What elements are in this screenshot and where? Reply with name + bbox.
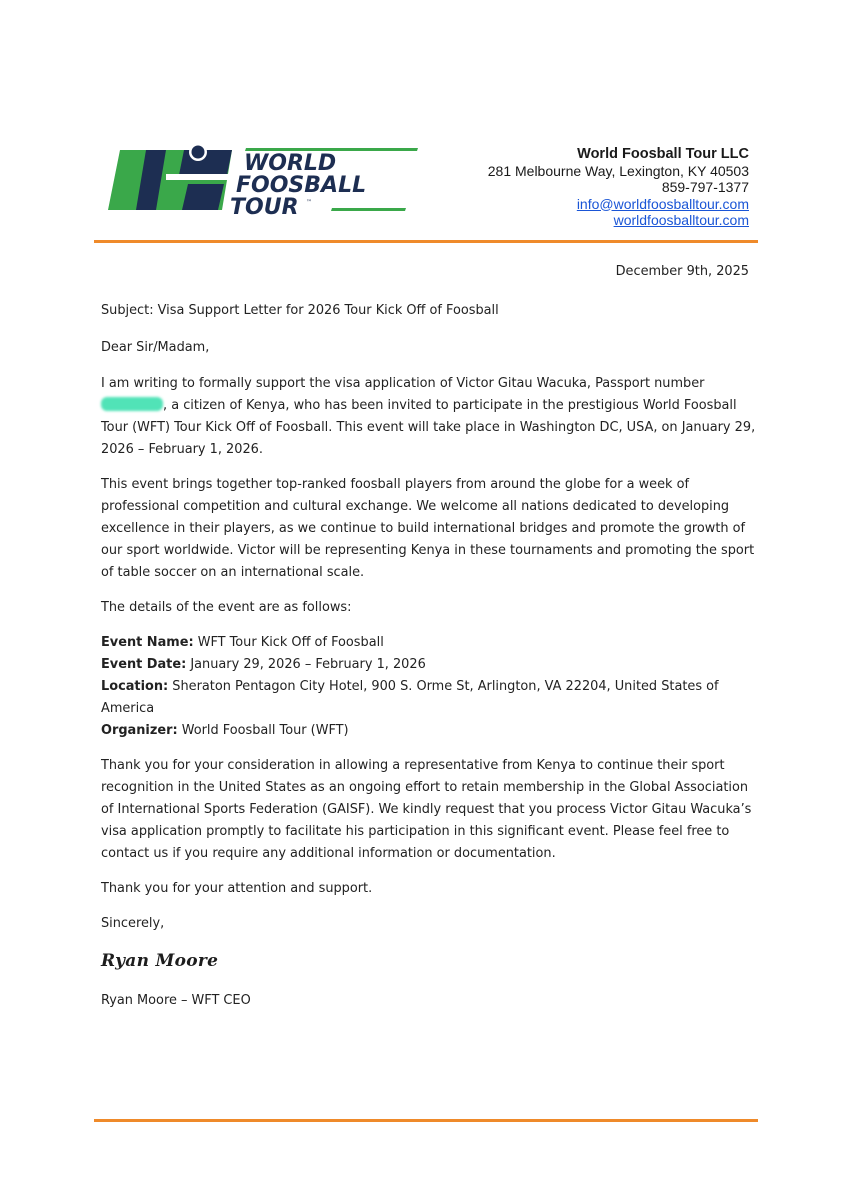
logo-line-world: WORLD bbox=[244, 151, 337, 176]
world-foosball-tour-logo bbox=[106, 140, 422, 218]
logo-trademark: ™ bbox=[306, 199, 312, 206]
event-date-label: Event Date: bbox=[101, 657, 187, 672]
event-name-row bbox=[101, 632, 761, 654]
event-name-label: Event Name: bbox=[101, 635, 194, 650]
paragraph-1-intro: I am writing to formally support the visa application of Victor Gitau Wacuka, Passport number bbox=[101, 376, 705, 391]
company-name: World Foosball Tour LLC bbox=[577, 146, 749, 162]
company-contact-block bbox=[488, 146, 749, 229]
organizer-value: World Foosball Tour (WFT) bbox=[177, 723, 349, 738]
organizer-label: Organizer: bbox=[101, 723, 178, 738]
event-date-value: January 29, 2026 – February 1, 2026 bbox=[186, 657, 426, 672]
paragraph-1 bbox=[101, 373, 761, 461]
company-address: 281 Melbourne Way, Lexington, KY 40503 bbox=[487, 162, 749, 179]
location-label: Location: bbox=[101, 679, 169, 694]
header-divider bbox=[94, 240, 758, 243]
location-value: Sheraton Pentagon City Hotel, 900 S. Orme St, Arlington, VA 22204, United States of America bbox=[101, 679, 719, 716]
letter-subject: Subject: Visa Support Letter for 2026 Tour Kick Off of Foosball bbox=[101, 303, 499, 318]
paragraph-2: This event brings together top-ranked foosball players from around the globe for a week of professional competition and cultural exchange. We welcome all nations dedicated to developing excellence in their players, as we continue to build international bridges and promote the growth of our sport worldwide. Victor will be representing Kenya in these tournaments and promoting the sport of table soccer on an international scale. bbox=[101, 477, 755, 580]
redacted-passport-number bbox=[101, 397, 163, 411]
company-website-link[interactable]: worldfoosballtour.com bbox=[613, 212, 749, 228]
logo-line-tour: TOUR bbox=[230, 195, 299, 218]
letter-thanks: Thank you for your attention and support. bbox=[101, 881, 373, 896]
location-row bbox=[101, 676, 761, 720]
organizer-row bbox=[101, 720, 761, 742]
handwritten-signature: Ryan Moore bbox=[101, 951, 219, 971]
event-name-value: WFT Tour Kick Off of Foosball bbox=[193, 635, 384, 650]
footer-divider bbox=[94, 1119, 758, 1122]
letter-salutation: Dear Sir/Madam, bbox=[101, 340, 210, 355]
logo-line-foosball: FOOSBALL bbox=[236, 173, 367, 198]
company-phone: 859-797-1377 bbox=[661, 179, 749, 195]
event-date-row bbox=[101, 654, 761, 676]
event-details bbox=[101, 632, 761, 742]
letter-date: December 9th, 2025 bbox=[615, 264, 749, 279]
company-email-link[interactable]: info@worldfoosballtour.com bbox=[576, 195, 749, 212]
paragraph-1-rest: , a citizen of Kenya, who has been invited to participate in the prestigious World Foosball Tour (WFT) Tour Kick Off of Foosball. This event will take place in Washington DC, USA, on January 29, 2026 – February 1, 2026. bbox=[101, 398, 756, 457]
paragraph-3: Thank you for your consideration in allowing a representative from Kenya to continue their sport recognition in the United States as an ongoing effort to retain membership in the Global Association of International Sports Federation (GAISF). We kindly request that you process Victor Gitau Wacuka’s visa application promptly to facilitate his participation in this significant event. Please feel free to contact us if you require any additional information or documentation. bbox=[101, 758, 752, 861]
letter-closing: Sincerely, bbox=[101, 916, 165, 931]
letter-signoff: Ryan Moore – WFT CEO bbox=[101, 993, 251, 1008]
details-intro: The details of the event are as follows: bbox=[101, 600, 352, 615]
